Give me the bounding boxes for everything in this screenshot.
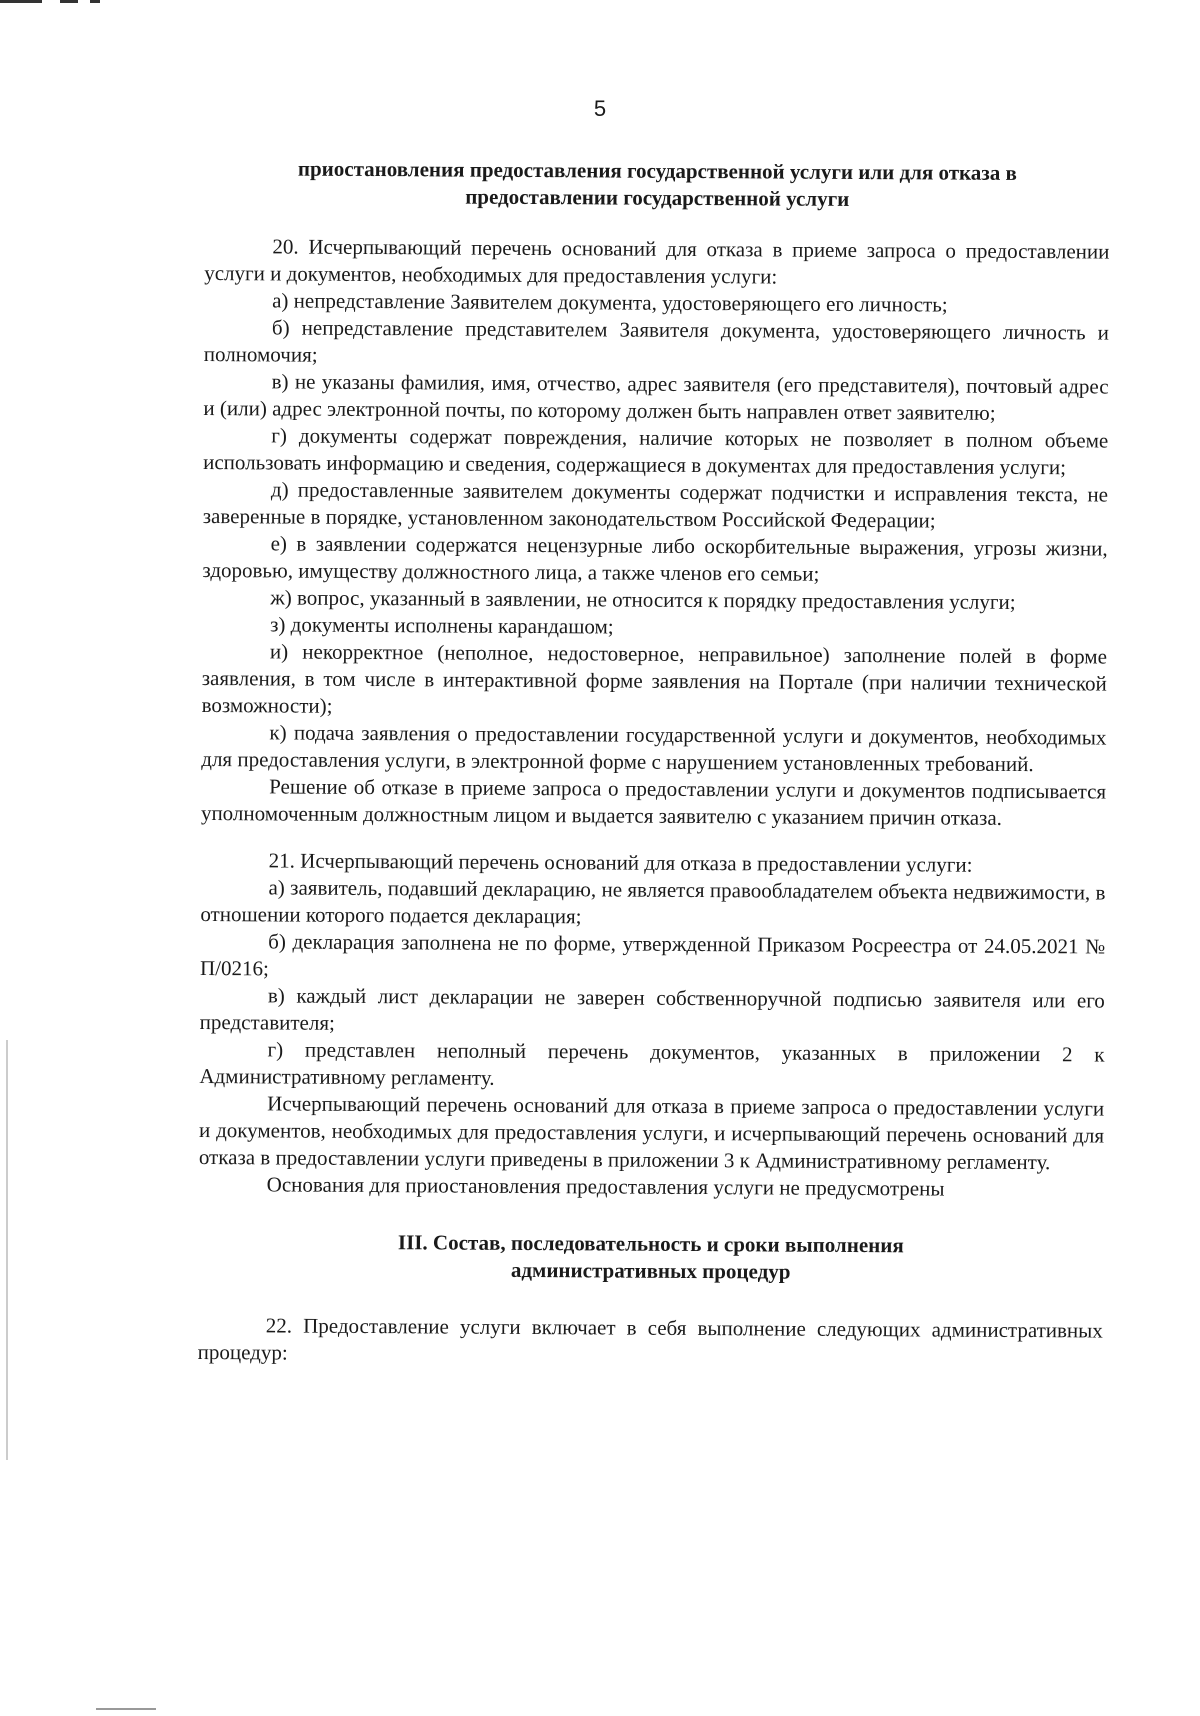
list-item: г) документы содержат повреждения, наличие которых не позволяет в полном объеме использовать информацию и сведения, содержащиеся в документах для предоставления услуги; bbox=[203, 423, 1109, 480]
list-item: б) непредставление представителем Заявителя документа, удостоверяющего личность и полномочия; bbox=[203, 315, 1110, 367]
document-body bbox=[198, 155, 1110, 1372]
section-heading-refusal bbox=[205, 155, 1110, 215]
section-heading-procedures bbox=[198, 1228, 1103, 1288]
scan-artifact-left-edge bbox=[6, 1040, 8, 1460]
section-heading-line: приостановления предоставления государственной услуги или для отказа в bbox=[297, 156, 1017, 185]
list-item: к) подача заявления о предоставлении государственной услуги и документов, необходимых для предоставления услуги, в электронной форме с нарушением установленных требований. bbox=[201, 720, 1107, 777]
scan-artifact-top bbox=[0, 0, 100, 6]
paragraph-group-21 bbox=[199, 847, 1106, 1204]
paragraph: 21. Исчерпывающий перечень оснований для отказа в предоставлении услуги: bbox=[268, 848, 973, 877]
list-item: е) в заявлении содержатся нецензурные либо оскорбительные выражения, угрозы жизни, здоровью, имуществу должностного лица, а также членов его семьи; bbox=[202, 531, 1108, 586]
list-item: ж) вопрос, указанный в заявлении, не относится к порядку предоставления услуги; bbox=[270, 585, 1016, 614]
scan-artifact-bottom bbox=[96, 1708, 156, 1710]
paragraph-group-20 bbox=[201, 233, 1110, 833]
list-item: и) некорректное (неполное, недостоверное, неправильное) заполнение полей в форме заявления, в том числе в интерактивной форме заявления на Портале (при наличии технической возможности); bbox=[201, 639, 1108, 718]
list-item: в) каждый лист декларации не заверен собственноручной подписью заявителя или его представителя; bbox=[199, 983, 1105, 1035]
list-item: д) предоставленные заявителем документы содержат подчистки и исправления текста, не заверенные в порядке, установленном законодательством Российской Федерации; bbox=[202, 477, 1109, 533]
paragraph: Основания для приостановления предоставления услуги не предусмотрены bbox=[266, 1172, 945, 1201]
paragraph: 20. Исчерпывающий перечень оснований для отказа в приеме запроса о предоставлении услуги и документов, необходимых для предоставления услуги: bbox=[204, 234, 1110, 289]
list-item: в) не указаны фамилия, имя, отчество, адрес заявителя (его представителя), почтовый адрес и (или) адрес электронной почты, по которому должен быть направлен ответ заявителю; bbox=[203, 369, 1109, 425]
page-number: 5 bbox=[593, 96, 607, 121]
section-heading-line: предоставлении государственной услуги bbox=[465, 184, 850, 211]
list-item: б) декларация заполнена не по форме, утвержденной Приказом Росреестра от 24.05.2021 № П/0216; bbox=[199, 929, 1106, 981]
paragraph: Решение об отказе в приеме запроса о предоставлении услуги и документов подписывается уполномоченным должностным лицом и выдается заявителю с указанием причин отказа. bbox=[200, 774, 1107, 830]
list-item: г) представлен неполный перечень документов, указанных в приложении 2 к Административному регламенту. bbox=[199, 1037, 1105, 1090]
paragraph: 22. Предоставление услуги включает в себя выполнение следующих административных процедур: bbox=[197, 1313, 1103, 1365]
section-heading-line: III. Состав, последовательность и сроки выполнения bbox=[397, 1230, 904, 1258]
list-item: а) непредставление Заявителем документа, удостоверяющего его личность; bbox=[272, 288, 948, 317]
section-heading-line: административных процедур bbox=[510, 1257, 791, 1284]
list-item: з) документы исполнены карандашом; bbox=[270, 612, 614, 639]
paragraph: Исчерпывающий перечень оснований для отказа в приеме запроса о предоставлении услуги и документов, необходимых для предоставления услуги, и исчерпывающий перечень оснований для отказа в предоставлении услуги приведены в приложении 3 к Административному регламенту. bbox=[198, 1091, 1105, 1175]
list-item: а) заявитель, подавший декларацию, не является правообладателем объекта недвижимости, в отношении которого подается декларация; bbox=[200, 875, 1106, 929]
